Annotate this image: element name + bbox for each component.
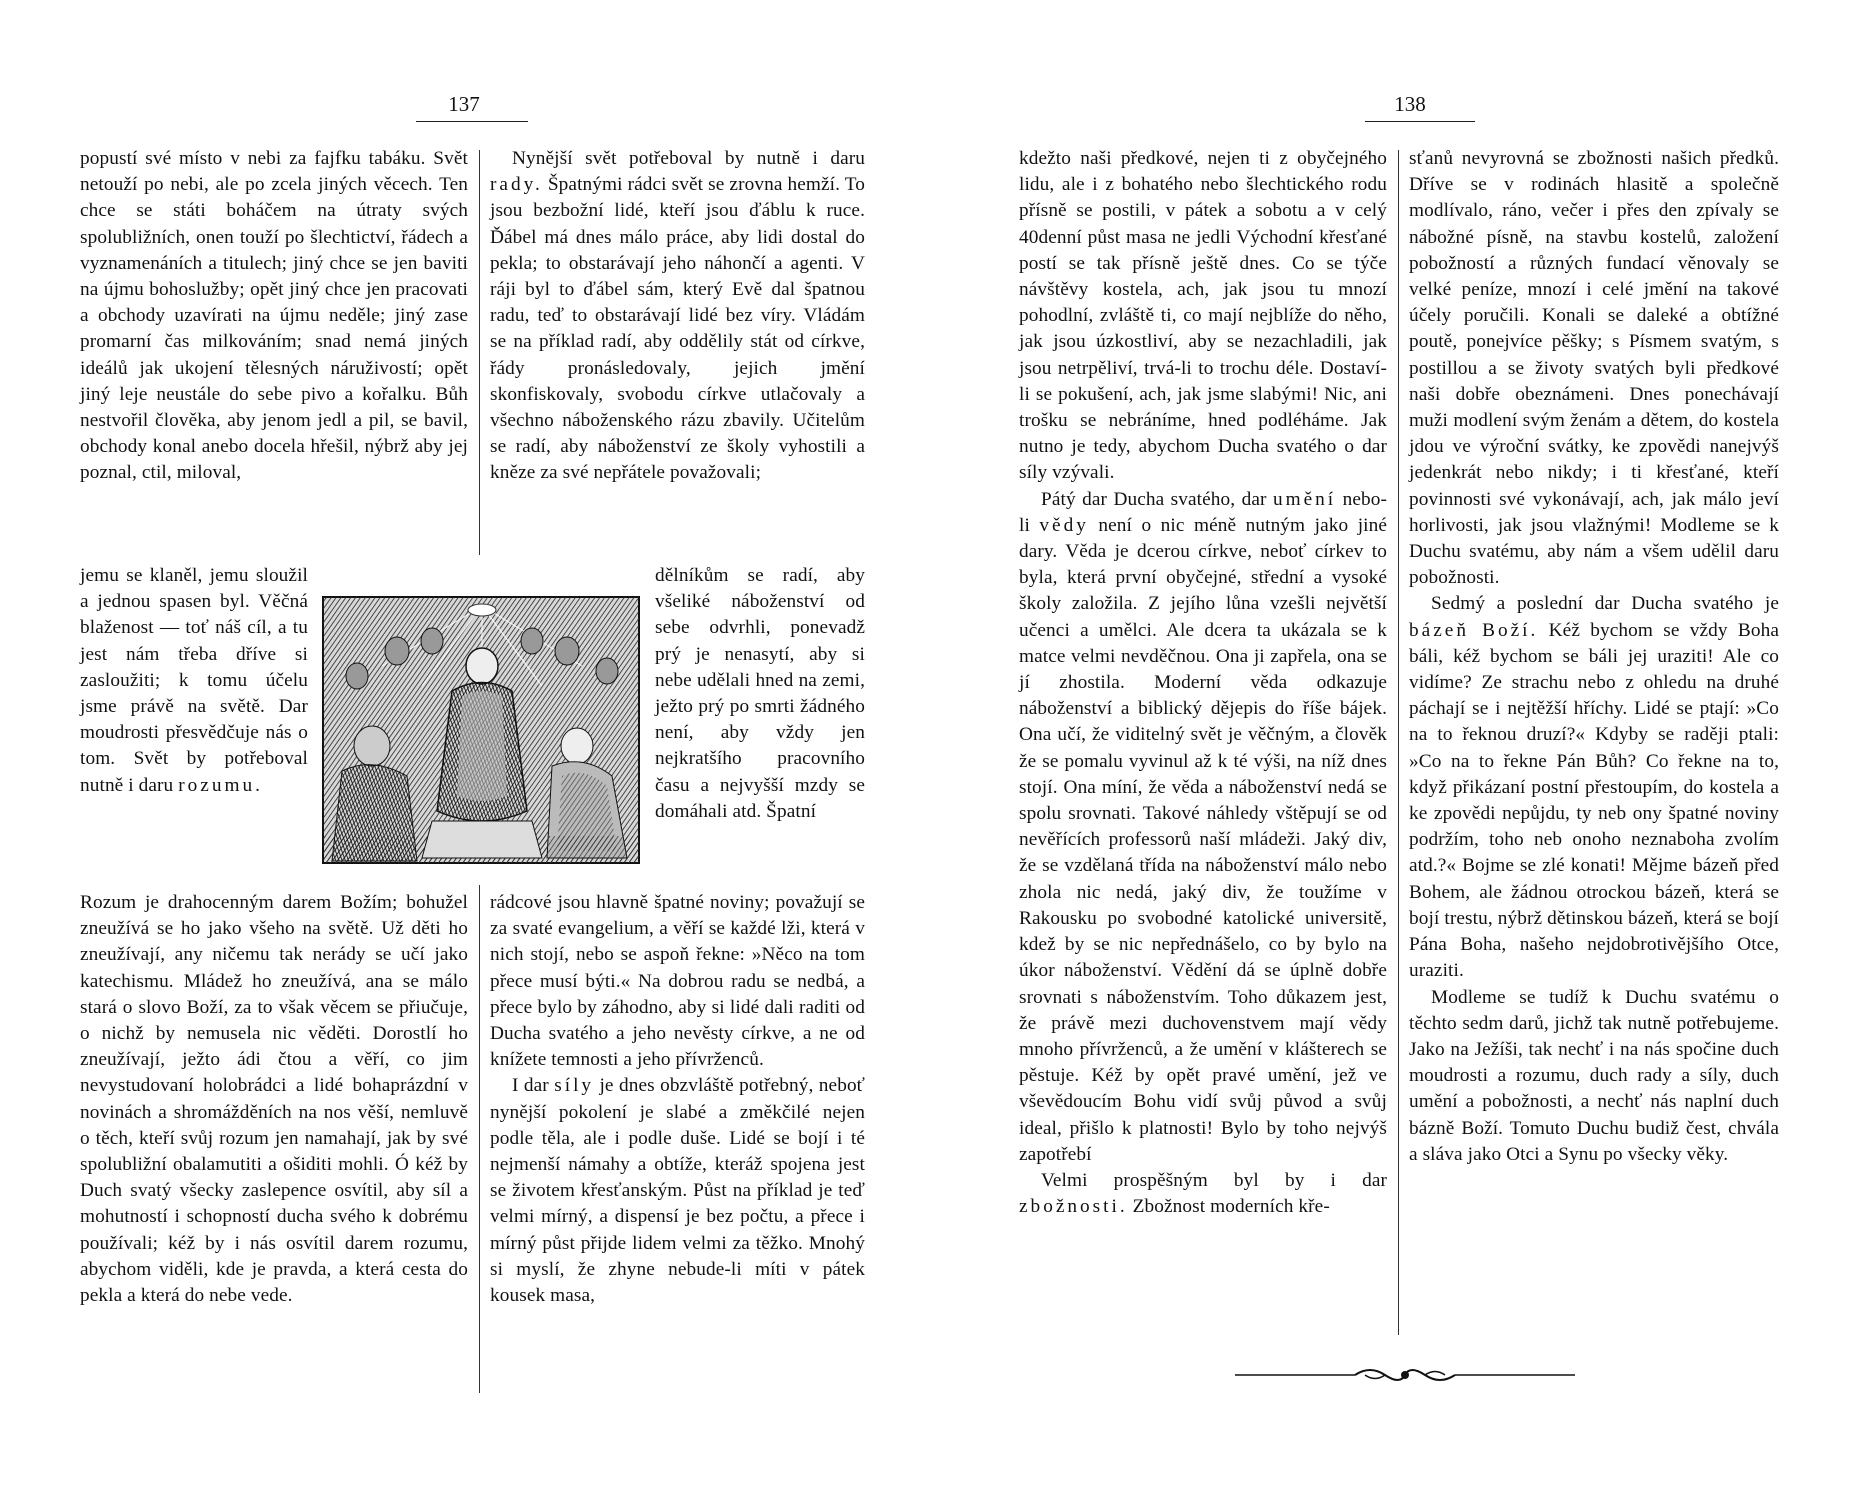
spaced-keyword-sily: síly xyxy=(554,1075,595,1097)
column-rule-bottom xyxy=(479,885,480,1393)
right-col1-paragraph-1: kdežto naši předkové, nejen ti z obyčejného lidu, ale i z bohatého nebo šlechtického rodu přísně se postili, v pátek a sobotu a v celý 40denní půst masa ne jedli Východní křesťané postí se tak přísně ještě dnes. Co se týče návštěvy kostela, ach, jak jsou tu mnozí pohodlní, zvláště ti, co mají nejblíže do něho, jak jsou úzkostliví, aby se nezachladili, jak jsou netrpěliví, trvá-li to trochu déle. Dostaví-li se pokušení, ach, jak jsme slabými! Nic, ani trošku se nebráníme, hned podléháme. Jak nutno je tedy, abychom Ducha svatého o dar síly vzývali. xyxy=(1019,148,1387,484)
left-col1-wrap xyxy=(80,563,308,799)
left-col2-top xyxy=(490,146,865,487)
spaced-keyword-rady: rady. xyxy=(490,174,543,196)
right-col2 xyxy=(1409,146,1779,1168)
left-col1-paragraph-rozum: Rozum je drahocenným darem Božím; bohužel zneužívá se ho jako všeho na světě. Už děti ho zneužívají, any ničemu tak nerády se učí jako katechismu. Mládež ho zneužívá, ana se málo stará o slovo Boží, za to však věcem se přiučuje, o nichž by nemusela nic věděti. Dorostlí ho zneužívají, ježto ádi čtou a věří, co jim nevystudovaní holobrádci a lidé bohaprázdní v novinách a shromážděních na nos věší, nemluvě o těch, kteří svůj rozum jen namahají, jak by své spolubližní obalamutiti a ošiditi mohli. Ó kéž by Duch svatý všecky zaslepence osvítil, aby síl a mohutností i schopností ducha svého k dobrému používali; kéž by i nás osvítil darem rozumu, abychom viděli, kde je pravda, a která cesta do pekla a která do nebe vede. xyxy=(80,892,468,1307)
page-number-137: 137 xyxy=(448,92,480,116)
spaced-keyword-bazen-bozi: bázeň Boží. xyxy=(1409,619,1539,641)
right-col2-paragraph-closing: Modleme se tudíž k Duchu svatému o těchto sedm darů, jichž tak nutně potřebujeme. Jako na Ježíši, tak nechť i na nás spočine duch moudrosti a rozumu, duch rady a síly, duch umění a pobožnosti, a nechť nás naplní duch bázně Boží. Tomuto Duchu budiž čest, chvála a sláva jako Otci a Synu po všecky věky. xyxy=(1409,986,1779,1165)
left-col2-wrap xyxy=(655,563,865,825)
left-col1-bottom xyxy=(80,890,468,1309)
column-rule xyxy=(1398,150,1399,1335)
page-number-138: 138 xyxy=(1394,92,1426,116)
spaced-keyword-rozumu: rozumu. xyxy=(178,774,263,796)
right-page xyxy=(935,0,1870,1500)
spaced-keyword-vedy: vědy xyxy=(1039,514,1089,536)
right-col1-paragraph-zboznosti: Velmi prospěšným byl by i dar zbožnosti. Zbožnost moderních kře- xyxy=(1019,1169,1387,1218)
page-number-rule xyxy=(416,121,528,122)
spaced-keyword-umeni: umění xyxy=(1272,488,1337,510)
left-col1-top xyxy=(80,146,468,487)
left-col2-paragraph-rady: Nynější svět potřeboval by nutně i daru rady. Špatnými rádci svět se zrovna hemží. To jsou bezbožní lidé, kteří jsou ďáblu k ruce. Ďábel má dnes málo práce, aby lidi dostal do pekla; to obstarávají jeho náhončí a agenti. V ráji byl to ďábel sám, který Evě dal špatnou radu, teď to obstarávají lidé bez víry. Vládám se na příklad radí, aby oddělily stát od církve, řády pronásledovaly, jejich jmění skonfiskovaly, svobodu církve utlačovaly a všechno náboženského rázu zbavily. Učitelům se radí, aby náboženství ze školy vyhostili a kněze za své nepřátele považovali; xyxy=(490,148,865,484)
tailpiece-ornament-icon xyxy=(1235,1360,1575,1390)
left-col2-bottom xyxy=(490,890,865,1309)
pentecost-engraving-icon xyxy=(322,596,640,864)
right-col1-paragraph-umeni: Pátý dar Ducha svatého, dar umění nebo-li vědy není o nic méně nutným jako jiné dary. Věda je dcerou církve, neboť církev to byla, která první obyčejné, střední a vysoké školy založila. Z jejího lůna vzešli největší učenci a umělci. Ale dcera ta ukázala se k matce velmi nevděčnou. Ona ji zapřela, ona se jí zhostila. Moderní věda odkazuje náboženství a biblický dějepis do říše bájek. Ona učí, že viditelný svět je věčným, a člověk že se pomalu vyvinul až k té výši, na níž dnes stojí. Ona míní, že věda a náboženství nedá se spolu srovnati. Takové náhledy vštěpují se od nevěřících professorů naší mládeži. Jaký div, že se vzdělaná třída na náboženství málo nebo zhola nic nedá, jaký div, že toužíme v Rakousku po svobodné katolické universitě, kdež by se nic nepřednášelo, co by bylo na úkor náboženství. Vědění dá se úplně dobře srovnati s náboženstvím. Toho důkazem jest, že právě mezi duchovenstvem mají vědy mnoho přívrženců, a že umění v klášterech se pěstuje. Kéž by opět pravé umění, jež ve vševědoucím Bohu vidí svůj původ a svůj ideal, přišlo k platnosti! Bylo by toho nejvýš zapotřebí xyxy=(1019,488,1388,1165)
right-col2-paragraph-1: sťanů nevyrovná se zbožnosti našich předků. Dříve se v rodinách hlasitě a společně modlívalo, ráno, večer i přes den zpívaly se nábožné písně, na stavbu kostelů, založení pobožností a různých fundací věnovaly se velké peníze, mnozí i celé jmění na takové účely poručili. Konali se daleké a obtížné poutě, ponejvíce pěšky; s Písmem svatým, s postillou a se životy svatých byli předkové naši dobře obeznámeni. Dnes ponechávají muži modlení svým ženám a dětem, do kostela jdou ve výroční svátky, ke zpovědi nanejvýš jedenkrát nebo nikdy; i ti křesťané, kteří povinnosti své vykonávají, ach, jak málo jeví horlivosti, jak jsou vlažnými! Modleme se k Duchu svatému, aby nám a všem udělil daru pobožnosti. xyxy=(1409,148,1779,589)
right-col2-paragraph-bazen: Sedmý a poslední dar Ducha svatého je bázeň Boží. Kéž bychom se vždy Boha báli, kéž bychom se báli jej uraziti! Ale co vidíme? Ze strachu nebo z ohledu na druhé páchají se i nejtěžší hříchy. Lidé se ptají: »Co na to řeknou druzí?« Kdyby se raději ptali: »Co na to řekne Pán Bůh? Co řekne na to, když přikázaní postní přestoupím, do kostela a ke zpovědi nepůjdu, ty neb ony špatné noviny podržím, toho neb onoho neznaboha zvolím atd.?« Bojme se zlé konati! Mějme bázeň před Bohem, ale žádnou otrockou bázeň, která se bojí trestu, nýbrž dětinskou bázeň, která se bojí Pána Boha, našeho nejdobrotivějšího Otce, uraziti. xyxy=(1409,593,1780,982)
left-col1-wrap-text: jemu se klaněl, jemu sloužil a jednou spasen byl. Věčná blaženost — toť náš cíl, a tu jest nám třeba dříve si zasloužiti; k tomu účelu jsme právě na světě. Dar moudrosti přesvědčuje nás o tom. Svět by potřeboval nutně i daru rozumu. xyxy=(80,565,308,796)
left-col2-paragraph-noviny: rádcové jsou hlavně špatné noviny; považují se za svaté evangelium, a věří se každé lži, která v nich stojí, nebo se aspoň řekne: »Něco na tom přece musí býti.« Na dobrou radu se nedbá, a přece bylo by záhodno, aby si lidé dali raditi od Ducha svatého a jeho nevěsty církve, a ne od knížete temnosti a jeho přívrženců. xyxy=(490,892,865,1071)
spaced-keyword-zboznosti: zbožnosti. xyxy=(1019,1196,1128,1218)
left-col1-paragraph-1: popustí své místo v nebi za fajfku tabáku. Svět netouží po nebi, ale po zcela jiných věcech. Ten chce se státi boháčem na útraty svých spolubližních, onen touží po šlechtictví, řádech a vyznamenáních a titulech; jiný chce se jen baviti na újmu bohoslužby; opět jiný chce jen pracovati a obchody uzavírati na újmu neděle; jiný zase promarní čas milkováním; snad nemá jiných ideálů jak ukojení tělesných náruživostí; opět jiný leje neustále do sebe pivo a kořalku. Bůh nestvořil člověka, aby jenom jedl a pil, se bavil, obchody konal anebo docela hřešil, nýbrž aby jej poznal, ctil, miloval, xyxy=(80,148,468,484)
page-number-rule xyxy=(1365,121,1475,122)
left-col2-wrap-text: dělníkům se radí, aby všeliké náboženství od sebe odvrhli, ponevadž prý je nenasytí, aby si nebe udělali hned na zemi, ježto prý po smrti žádného není, aby vždy jen nejkratšího pracovního času a nejvyšší mzdy se domáhali atd. Špatní xyxy=(655,565,865,822)
left-col2-paragraph-sily: I dar síly je dnes obzvláště potřebný, neboť nynější pokolení je slabé a změkčilé nejen podle těla, ale i podle duše. Lidé se bojí i té nejmenší námahy a obtíže, kteráž spojena jest se životem křesťanským. Půst na příklad je teď velmi mírný, a dispensí je bez počtu, a přece i mírný půst přijde lidem velmi za těžko. Mnohý si myslí, že zhyne nebude-li míti v pátek kousek masa, xyxy=(490,1075,866,1307)
column-rule-top xyxy=(479,150,480,555)
right-col1 xyxy=(1019,146,1387,1220)
